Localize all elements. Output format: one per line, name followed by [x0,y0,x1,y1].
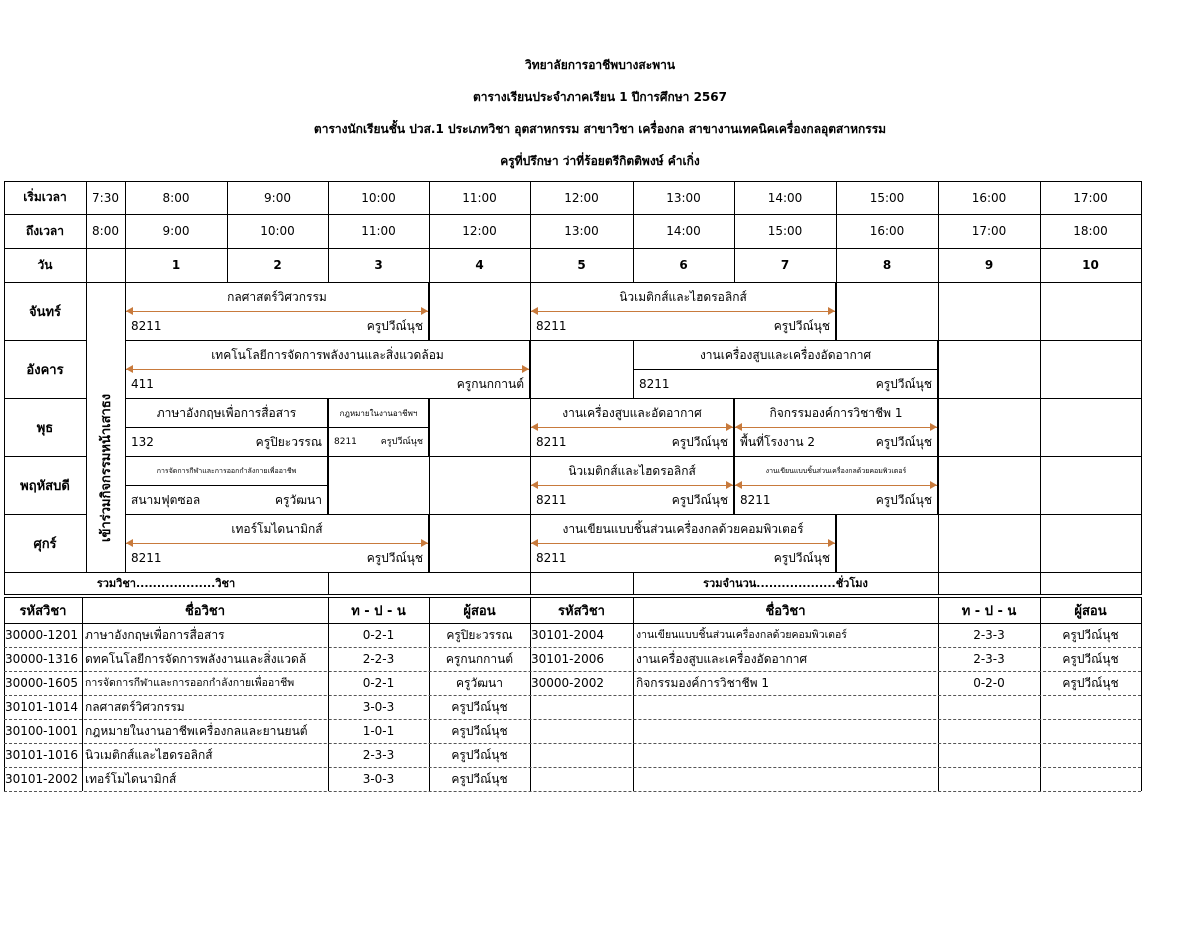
start-time-cell: 12:00 [564,190,599,205]
class-teacher-thu1: ครูวัฒนา [275,493,322,507]
period-cell: 9 [984,258,994,272]
schedule-cell [1040,456,1142,515]
class-room-mon2: 8211 [536,319,567,333]
day-label-wed: พุธ [36,420,54,436]
subjects-header-name: ชื่อวิชา [765,603,806,619]
subject-code: 30101-1014 [5,700,79,714]
schedule-cell [938,282,1041,341]
start-time-cell: 16:00 [971,190,1007,205]
subject-tpn: 2-2-3 [362,652,395,666]
summary-cell [938,572,1041,595]
subject-code: 30000-2002 [531,676,605,690]
class-teacher-wed2: ครูปวีณ์นุช [380,437,423,447]
subject-teacher: ครูปวีณ์นุช [451,724,508,738]
start-time-cell: 9:00 [264,190,291,205]
subject-name: งานเครื่องสูบและเครื่องอัดอากาศ [636,652,808,666]
schedule-cell [938,456,1041,515]
subject-teacher: ครูปวีณ์นุช [451,700,508,714]
schedule-cell [1040,514,1142,573]
class-room-fri2: 8211 [536,551,567,565]
row-label: ถึงเวลา [25,223,65,238]
schedule-cell [429,456,531,515]
subject-code: 30100-1001 [5,724,79,738]
class-subject-fri1: เทอร์โมไดนามิกส์ [231,521,323,536]
class-subject-mon2: นิวเมติกส์และไฮดรอลิกส์ [619,289,747,304]
schedule-cell [938,340,1041,399]
class-teacher-mon2: ครูปวีณ์นุช [773,319,830,333]
subject-code: 30000-1201 [5,628,79,642]
subject-name: กลศาสตร์วิศวกรรม [85,700,185,714]
subjects-header-teacher: ผู้สอน [1074,603,1107,619]
class-subject-tue1: เทคโนโลยีการจัดการพลังงานและสิ่งแวดล้อม [211,347,444,362]
subject-tpn: 0-2-0 [973,676,1005,690]
advisor-name: ครูที่ปรึกษา ว่าที่ร้อยตรีกิตติพงษ์ คำเกิ่ง [500,154,700,168]
table-rule [1141,623,1142,791]
class-teacher-mon1: ครูปวีณ์นุช [366,319,423,333]
class-room-wed1: 132 [131,435,154,449]
subjects-header-code: รหัสวิชา [19,603,67,619]
subject-tpn: 3-0-3 [362,772,395,786]
class-subject-wed4: กิจกรรมองค์การวิชาชีพ 1 [769,405,903,420]
homeroom-label: เข้าร่วมกิจกรรมหน้าเสาธง [99,393,114,542]
period-cell: 3 [374,258,383,272]
duration-arrow [126,369,529,370]
subject-code: 30000-1605 [5,676,79,690]
schedule-cell [328,456,430,515]
class-room-thu3: 8211 [740,493,771,507]
end-time-cell: 14:00 [666,224,701,238]
class-teacher-wed3: ครูปวีณ์นุช [671,435,728,449]
class-subject-wed1: ภาษาอังกฤษเพื่อการสื่อสาร [156,405,297,420]
start-time-cell: 13:00 [666,190,701,205]
day-label-fri: ศุกร์ [33,536,57,552]
class-teacher-fri1: ครูปวีณ์นุช [366,551,423,565]
subject-name: งานเขียนแบบชิ้นส่วนเครื่องกลด้วยคอมพิวเตอร์ [636,629,847,641]
duration-arrow [735,427,937,428]
duration-arrow [126,311,428,312]
total-subjects: รวมวิชา...................วิชา [96,577,236,590]
end-time-cell: 9:00 [162,224,190,238]
subject-name: นิวเมติกส์และไฮดรอลิกส์ [85,748,213,762]
subject-code: 30101-1016 [5,748,79,762]
class-room-thu1: สนามฟุตซอล [131,493,201,507]
class-teacher-thu2: ครูปวีณ์นุช [671,493,728,507]
end-time-cell: 16:00 [869,224,905,238]
subject-tpn: 2-3-3 [973,652,1005,666]
subject-tpn: 1-0-1 [362,724,395,738]
schedule-cell [1040,282,1142,341]
class-subject-thu3: งานเขียนแบบชิ้นส่วนเครื่องกลด้วยคอมพิวเตอร์ [765,466,907,475]
class-room-tue2: 8211 [639,377,670,391]
summary-cell [1040,572,1142,595]
subject-name: กิจกรรมองค์การวิชาชีพ 1 [636,676,770,690]
schedule-cell [1040,398,1142,457]
schedule-cell [836,282,939,341]
end-time-cell: 13:00 [564,224,599,238]
class-description: ตารางนักเรียนชั้น ปวส.1 ประเภทวิชา อุตสาหกรรม สาขาวิชา เครื่องกล สาขางานเทคนิคเครื่องกลอุตสาหกรรม [313,122,887,136]
subject-code: 30101-2004 [531,628,605,642]
start-time-cell: 10:00 [361,190,396,205]
subject-code: 30101-2006 [531,652,605,666]
class-room-thu2: 8211 [536,493,567,507]
duration-arrow [531,485,733,486]
row-label: เริ่มเวลา [23,190,67,204]
class-subject-wed2: กฎหมายในงานอาชีพฯ [339,408,418,418]
start-time-cell: 7:30 [92,190,119,205]
subject-tpn: 0-2-1 [362,628,395,642]
class-room-wed4: พื้นที่โรงงาน 2 [740,435,816,449]
end-time-cell: 18:00 [1073,224,1108,238]
period-cell: 8 [882,258,892,272]
subject-name: ดทคโนโลยีการจัดการพลังงานและสิ่งแวดล้ [85,652,307,666]
class-subject-fri2: งานเขียนแบบชิ้นส่วนเครื่องกลด้วยคอมพิวเตอร์ [562,521,804,536]
schedule-cell [938,514,1041,573]
subject-tpn: 2-3-3 [362,748,395,762]
day-label-mon: จันทร์ [28,304,62,320]
class-subject-mon1: กลศาสตร์วิศวกรรม [227,289,327,304]
header-cell [86,248,126,283]
schedule-cell [938,398,1041,457]
class-teacher-fri2: ครูปวีณ์นุช [773,551,830,565]
schedule-cell [1040,340,1142,399]
subject-teacher: ครูปวีณ์นุช [1062,676,1119,690]
subject-name: ภาษาอังกฤษเพื่อการสื่อสาร [85,628,225,642]
day-label-thu: พฤหัสบดี [20,478,70,494]
class-room-mon1: 8211 [131,319,162,333]
period-cell: 1 [171,258,181,272]
subject-teacher: ครูปิยะวรรณ [446,628,513,642]
schedule-title: ตารางเรียนประจำภาคเรียน 1 ปีการศึกษา 2567 [473,90,727,104]
class-subject-thu2: นิวเมติกส์และไฮดรอลิกส์ [568,463,696,478]
subjects-header-code: รหัสวิชา [558,603,605,619]
class-teacher-tue2: ครูปวีณ์นุช [875,377,932,391]
class-teacher-wed1: ครูปิยะวรรณ [255,435,322,449]
duration-arrow [531,543,835,544]
schedule-cell [530,340,634,399]
subjects-header-tpn: ท - ป - น [961,603,1017,619]
block-divider [125,427,328,428]
college-name: วิทยาลัยการอาชีพบางสะพาน [524,58,676,72]
end-time-cell: 12:00 [462,224,497,238]
duration-arrow [531,427,733,428]
schedule-cell [836,514,939,573]
end-time-cell: 11:00 [361,224,396,238]
period-cell: 5 [577,258,586,272]
period-cell: 7 [780,258,790,272]
schedule-cell [429,514,531,573]
subjects-header-tpn: ท - ป - น [351,603,406,619]
block-divider [328,427,429,428]
class-teacher-wed4: ครูปวีณ์นุช [875,435,932,449]
duration-arrow [735,485,937,486]
subject-teacher: ครูปวีณ์นุช [451,748,508,762]
end-time-cell: 15:00 [767,224,803,238]
subject-tpn: 0-2-1 [362,676,395,690]
subject-teacher: ครูปวีณ์นุช [1062,628,1119,642]
schedule-cell [429,282,531,341]
day-label-tue: อังคาร [26,362,64,378]
summary-cell [530,572,634,595]
subject-name: การจัดการกีฬาและการออกกำลังกายเพื่ออาชีพ [85,677,295,689]
period-cell: 2 [273,258,282,272]
row-separator [4,791,1141,792]
start-time-cell: 14:00 [767,190,803,205]
subjects-header-name: ชื่อวิชา [184,603,226,619]
subject-code: 30000-1316 [5,652,79,666]
row-label: วัน [37,257,53,272]
subject-tpn: 3-0-3 [362,700,395,714]
subject-name: กฎหมายในงานอาชีพเครื่องกลและยานยนต์ [85,724,308,738]
start-time-cell: 17:00 [1073,190,1108,205]
block-divider [125,485,328,486]
class-teacher-thu3: ครูปวีณ์นุช [875,493,932,507]
class-room-tue1: 411 [131,377,154,391]
duration-arrow [126,543,428,544]
subject-teacher: ครูวัฒนา [456,676,503,690]
block-divider [633,369,938,370]
subject-code: 30101-2002 [5,772,79,786]
subject-teacher: ครูปวีณ์นุช [1062,652,1119,666]
class-room-wed2: 8211 [334,437,357,447]
class-teacher-tue1: ครูกนกกานต์ [456,377,524,391]
class-subject-wed3: งานเครื่องสูบและอัดอากาศ [562,405,702,420]
subject-tpn: 2-3-3 [973,628,1005,642]
class-room-wed3: 8211 [536,435,567,449]
end-time-cell: 8:00 [92,224,119,238]
end-time-cell: 10:00 [260,224,295,238]
subject-teacher: ครูปวีณ์นุช [451,772,508,786]
total-hours: รวมจำนวน...................ชั่วโมง [703,577,868,590]
summary-cell [328,572,531,595]
duration-arrow [531,311,835,312]
start-time-cell: 15:00 [869,190,905,205]
class-room-fri1: 8211 [131,551,162,565]
start-time-cell: 8:00 [162,190,190,205]
class-subject-thu1: การจัดการกีฬาและการออกกำลังกายเพื่ออาชีพ [156,466,297,475]
period-cell: 6 [679,258,688,272]
subject-name: เทอร์โมไดนามิกส์ [85,772,177,786]
period-cell: 4 [475,258,484,272]
start-time-cell: 11:00 [462,190,497,205]
subjects-header-teacher: ผู้สอน [463,603,496,619]
period-cell: 10 [1082,258,1099,272]
end-time-cell: 17:00 [971,224,1007,238]
subject-teacher: ครูกนกกานต์ [445,652,514,666]
schedule-cell [429,398,531,457]
class-subject-tue2: งานเครื่องสูบและเครื่องอัดอากาศ [699,347,872,362]
